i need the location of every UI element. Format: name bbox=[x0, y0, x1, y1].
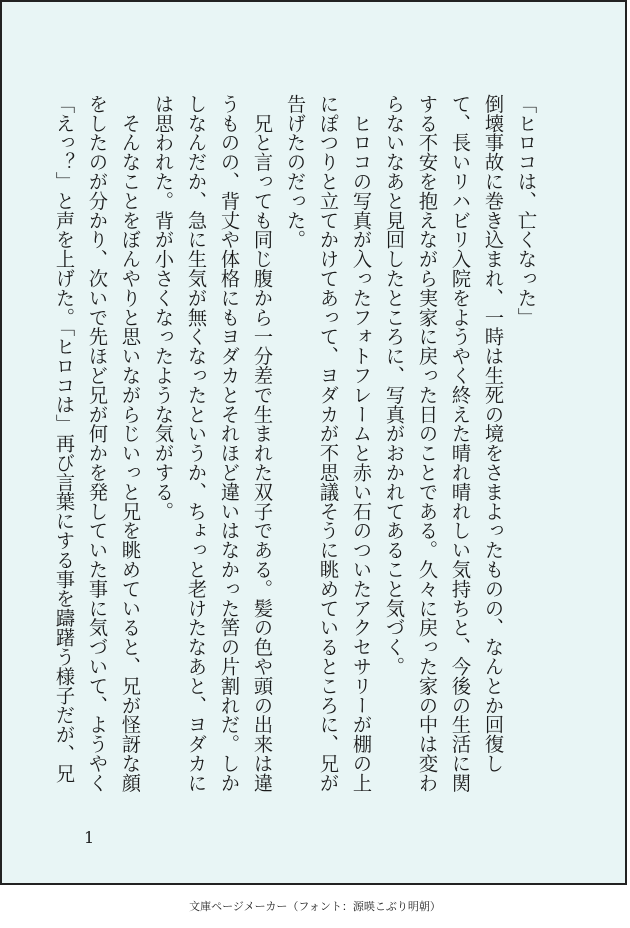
paragraph-1: 「ヒロコは、亡くなった」 bbox=[515, 94, 538, 327]
paragraph-4: 兄と言っても同じ腹から一分差で生まれた双子である。髪の色や頭の出来は違うものの、背丈や体格にもヨダカとそれほど違いはなかった筈の片割れだ。しかしなんだか、急に生気が無くなったというか、ちょっと老けたなあと、ヨダカには思われた。背が小さくなったような気がする。 bbox=[152, 94, 274, 793]
paragraph-5: そんなことをぼんやりと思いながらじいっと兄を眺めていると、兄が怪訝な顔をしたのが分かり、次いで先ほど兄が何かを発していた事に気づいて、ようやく「えっ？」と声を上げた。「ヒロコは」再び言葉にする事を躊躇う様子だが、兄 bbox=[53, 94, 142, 793]
vertical-text-body bbox=[48, 94, 543, 804]
paragraph-3: ヒロコの写真が入ったフォトフレームと赤い石のついたアクセサリーが棚の上にぽつりと立てかけてあって、ヨダカが不思議そうに眺めているところに、兄が告げたのだった。 bbox=[284, 94, 373, 793]
footer-caption: 文庫ページメーカー（フォント：源暎こぶり明朝） bbox=[189, 900, 441, 913]
page-number: 1 bbox=[84, 828, 95, 847]
paragraph-2: 倒壊事故に巻き込まれ、一時は生死の境をさまよったものの、なんとか回復して、長いリハビリ入院をようやく終えた晴れ晴れしい気持ちと、今後の生活に関する不安を抱えながら実家に戻った日のことである。久々に戻った家の中は変わらないなあと見回したところに、写真がおかれてあること気づく。 bbox=[383, 94, 505, 793]
